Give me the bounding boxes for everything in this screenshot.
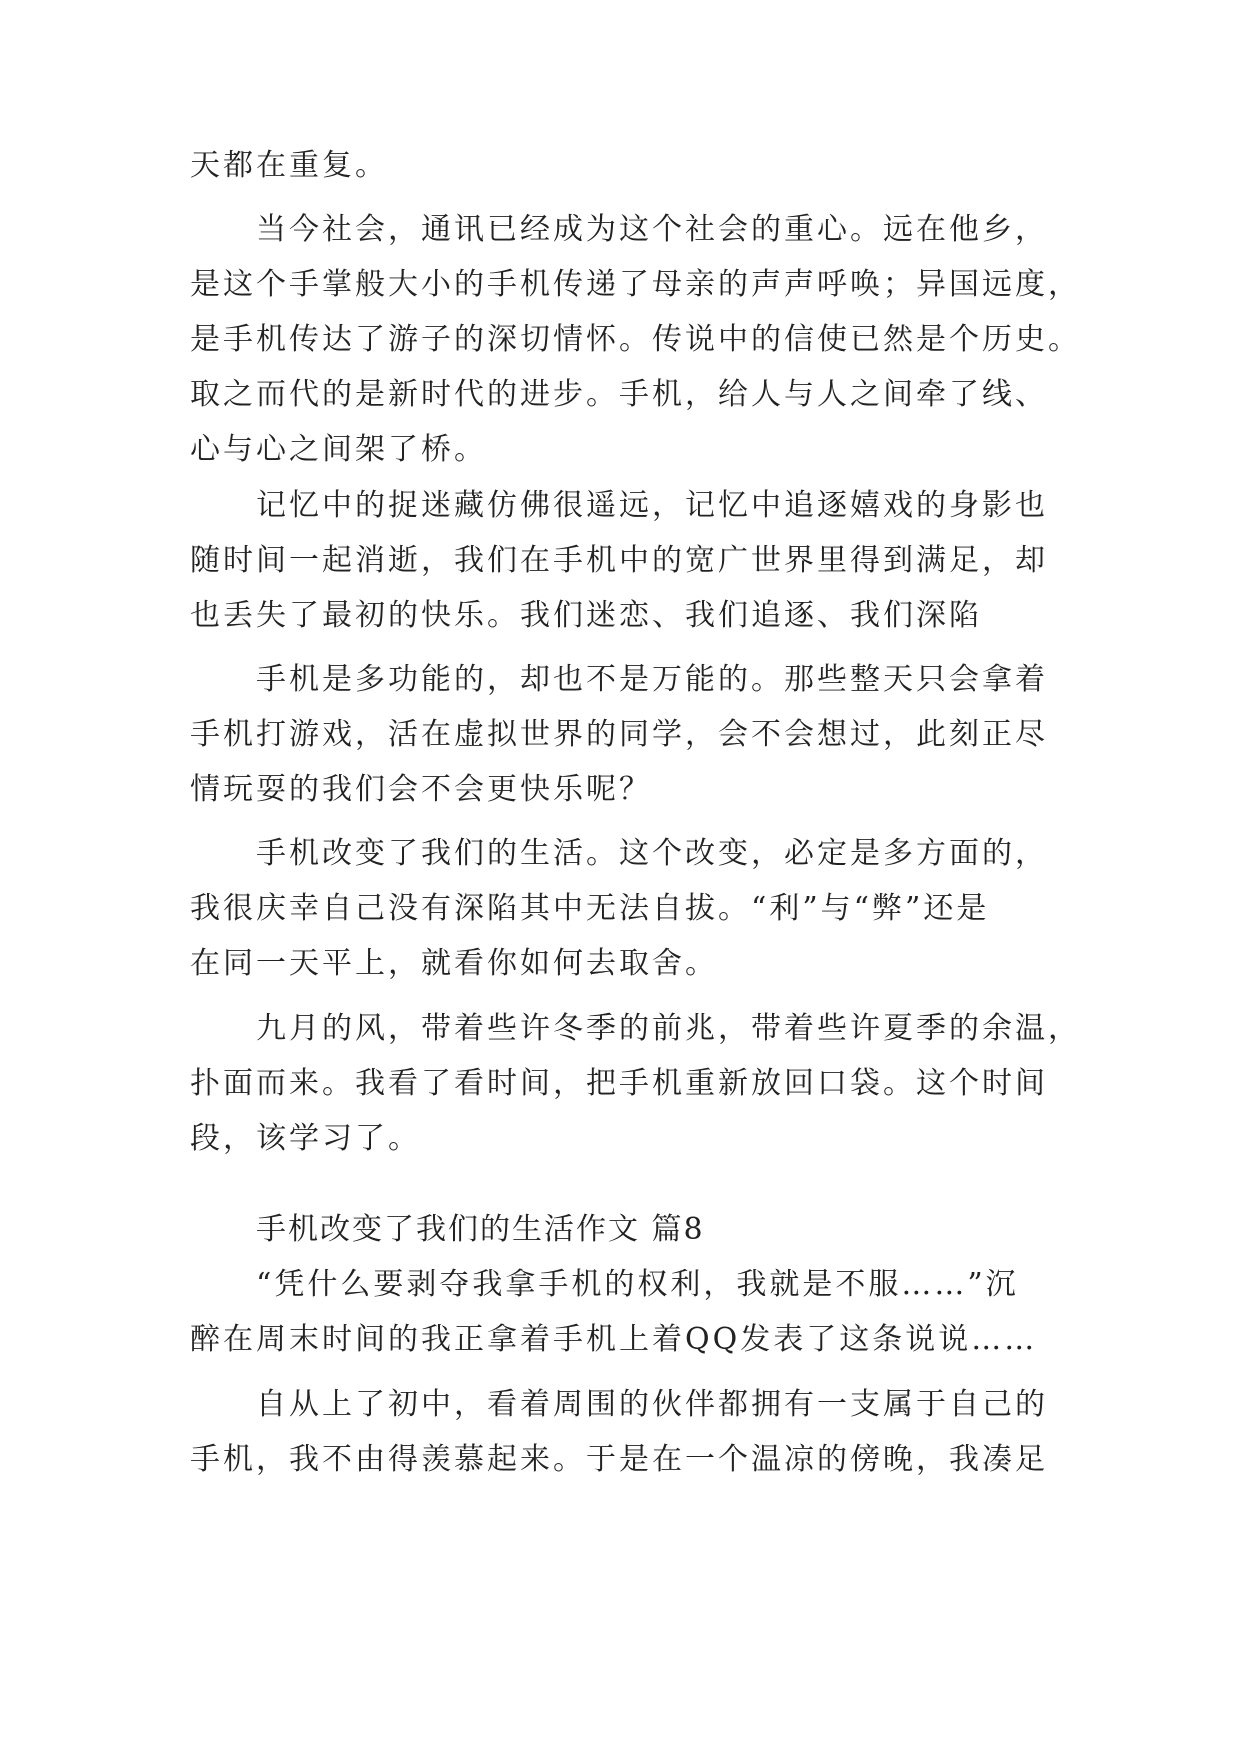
text-line: 是这个手掌般大小的手机传递了母亲的声声呼唤；异国远度， (190, 267, 1081, 302)
text-line: 是手机传达了游子的深切情怀。传说中的信使已然是个历史。 (190, 322, 1081, 357)
text-line: 情玩耍的我们会不会更快乐呢？ (190, 772, 652, 807)
text-line: 取之而代的是新时代的进步。手机，给人与人之间牵了线、 (190, 377, 1048, 412)
text-line: 天都在重复。 (190, 148, 388, 183)
text-line: 九月的风，带着些许冬季的前兆，带着些许夏季的余温， (256, 1011, 1081, 1046)
text-line: 手机，我不由得羡慕起来。于是在一个温凉的傍晚，我凑足 (190, 1442, 1048, 1477)
text-line: 醉在周末时间的我正拿着手机上着QQ发表了这条说说…… (190, 1322, 1038, 1357)
text-line: 在同一天平上，就看你如何去取舍。 (190, 946, 718, 981)
text-line: 随时间一起消逝，我们在手机中的宽广世界里得到满足，却 (190, 543, 1048, 578)
text-line: 段，该学习了。 (190, 1121, 421, 1156)
text-line: 当今社会，通讯已经成为这个社会的重心。远在他乡， (256, 212, 1048, 247)
text-line: “凭什么要剥夺我拿手机的权利，我就是不服……”沉 (256, 1267, 1019, 1302)
text-line: 手机打游戏，活在虚拟世界的同学，会不会想过，此刻正尽 (190, 717, 1048, 752)
section-heading: 手机改变了我们的生活作文 篇8 (256, 1212, 705, 1247)
text-line: 记忆中的捉迷藏仿佛很遥远，记忆中追逐嬉戏的身影也 (256, 488, 1048, 523)
text-line: 自从上了初中，看着周围的伙伴都拥有一支属于自己的 (256, 1387, 1048, 1422)
text-line: 扑面而来。我看了看时间，把手机重新放回口袋。这个时间 (190, 1066, 1048, 1101)
text-line: 心与心之间架了桥。 (190, 432, 487, 467)
text-line: 我很庆幸自己没有深陷其中无法自拔。“利”与“弊”还是 (190, 891, 990, 926)
text-line: 手机改变了我们的生活。这个改变，必定是多方面的， (256, 836, 1048, 871)
text-line: 也丢失了最初的快乐。我们迷恋、我们追逐、我们深陷 (190, 598, 982, 633)
text-line: 手机是多功能的，却也不是万能的。那些整天只会拿着 (256, 662, 1048, 697)
